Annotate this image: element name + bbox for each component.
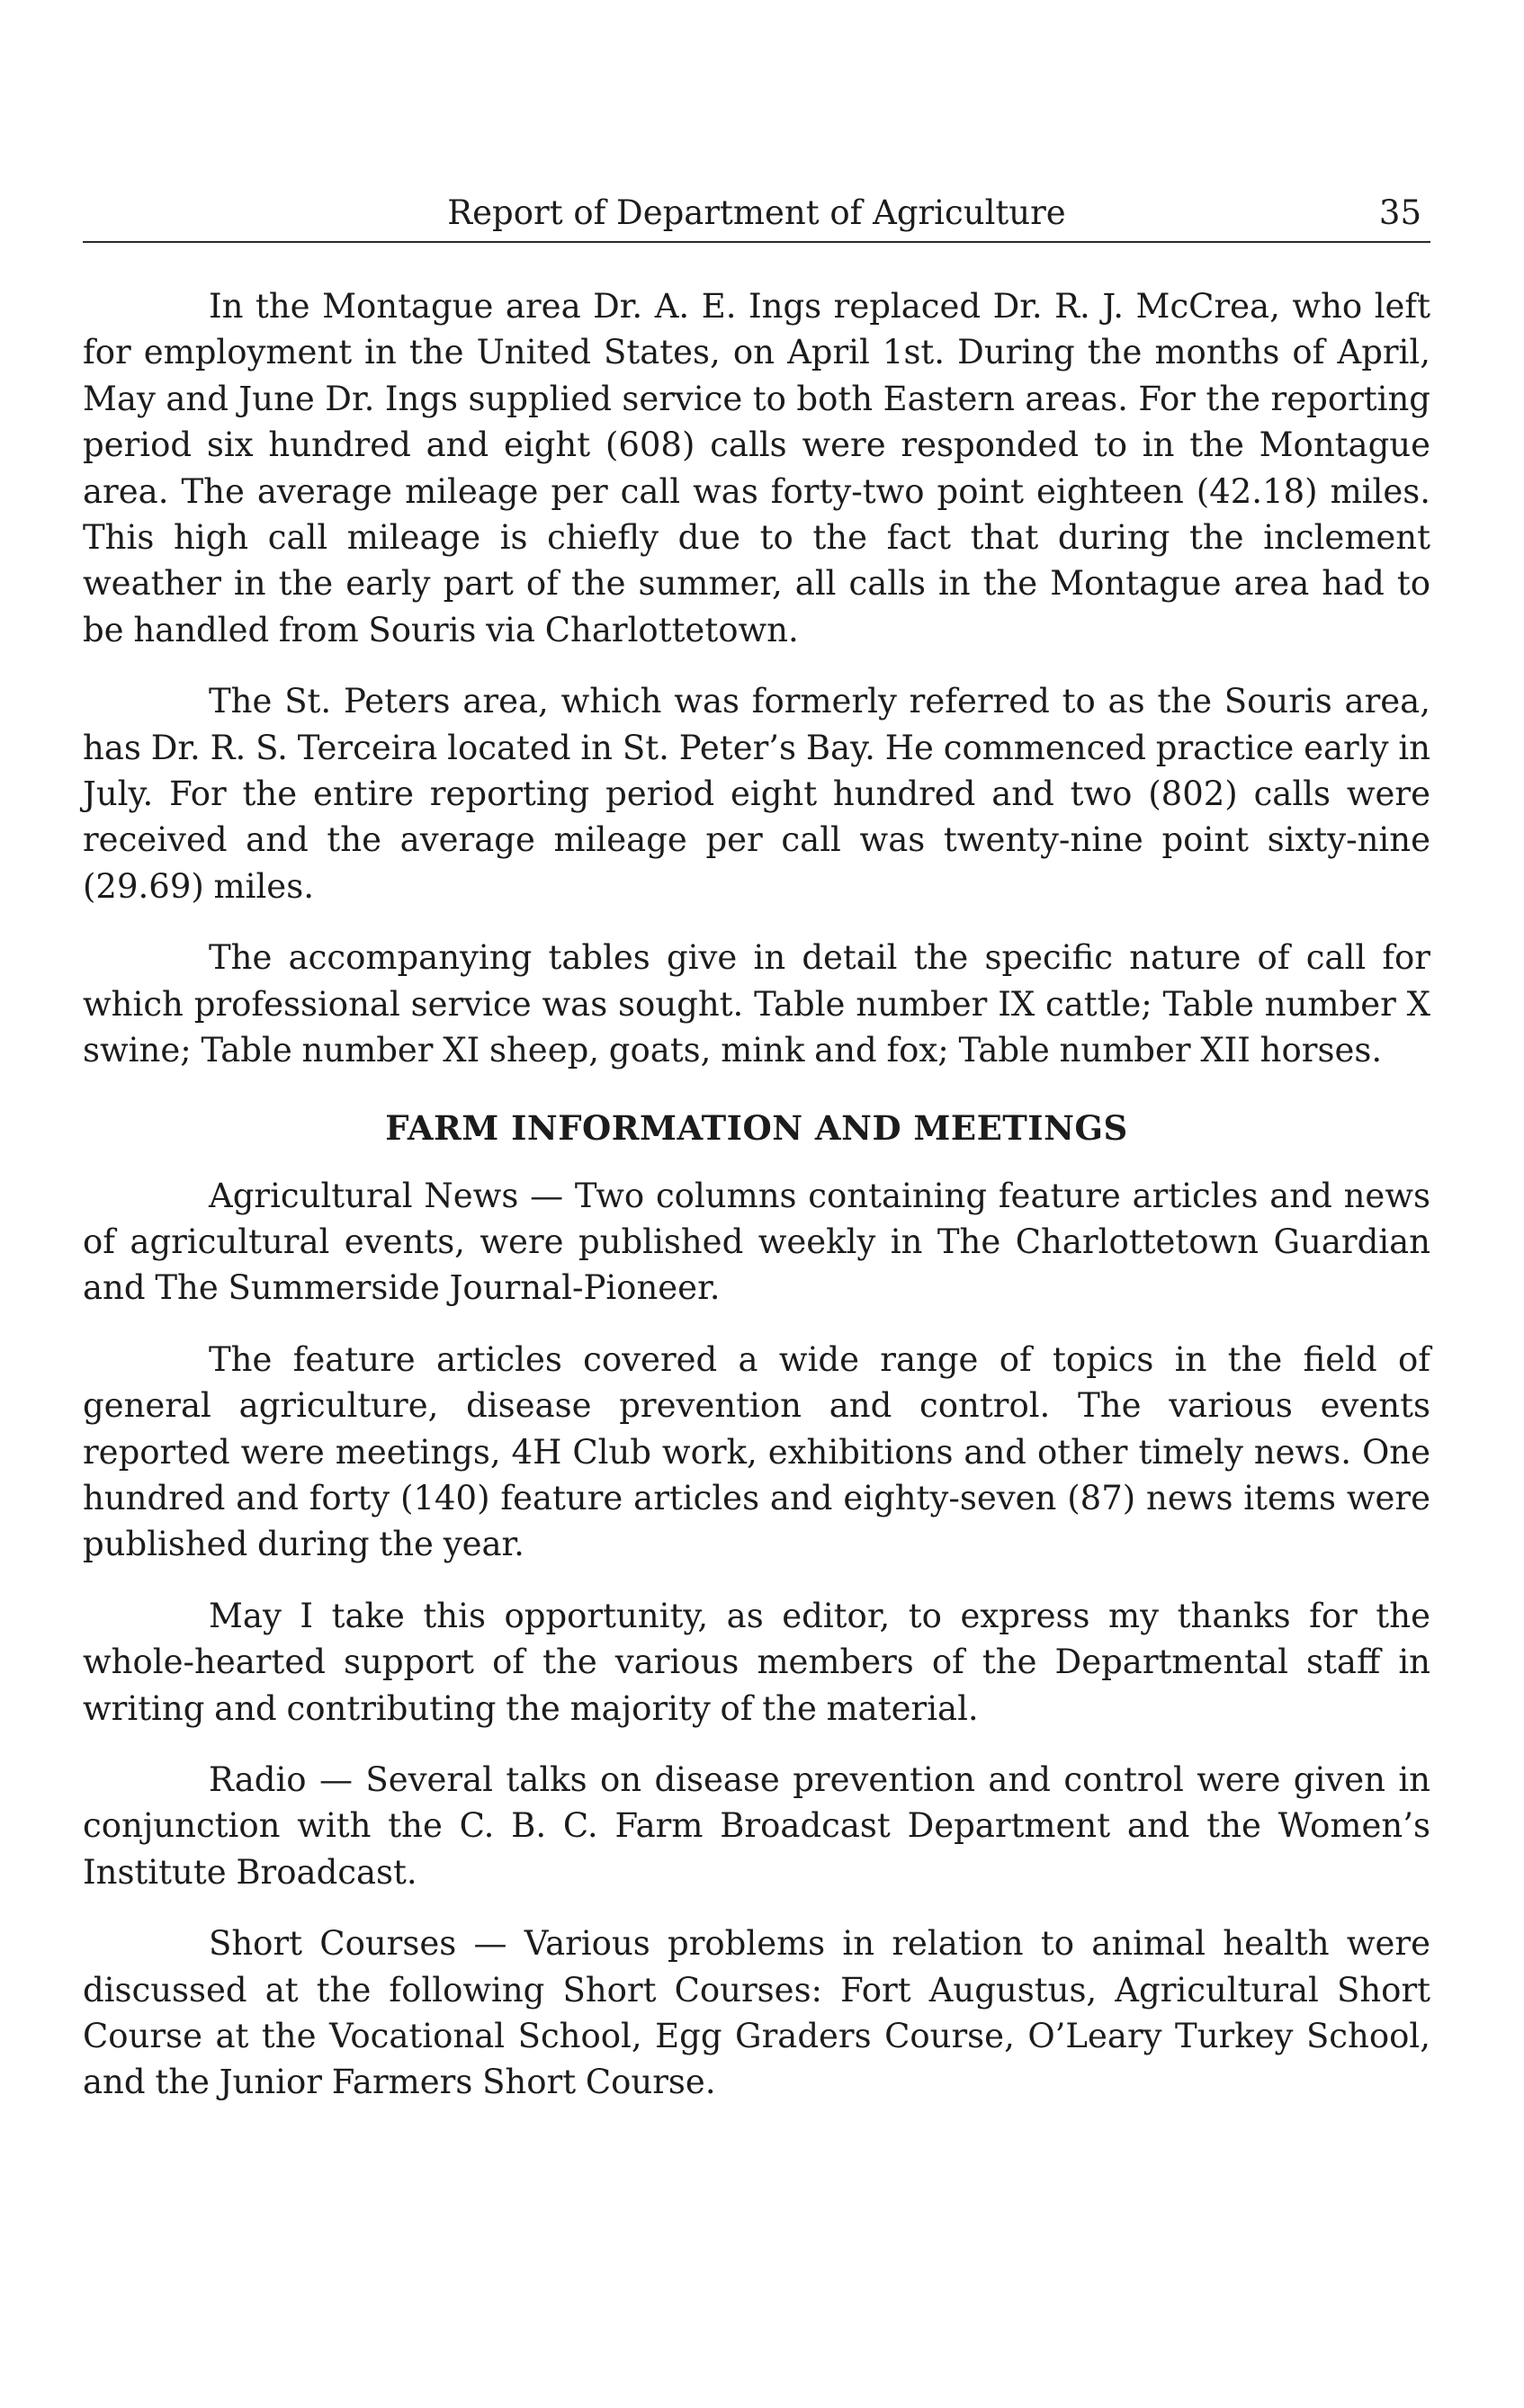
page-number: 35: [1378, 193, 1421, 232]
section-heading: FARM INFORMATION AND MEETINGS: [385, 1107, 1128, 1148]
running-head: [83, 191, 1430, 243]
paragraph-short-courses: Short Courses — Various problems in relation to animal health were discussed at the following Short Courses: Fort Augustus, Agricultural Short Course at the Vocational School, Egg Graders Course, O’Leary Turkey School, and the Junior Farmers Short Course.: [83, 1924, 1430, 2102]
paragraph-agricultural-news: Agricultural News — Two columns containing feature articles and news of agricultural events, were published weekly in The Charlottetown Guardian and The Summerside Journal-Pioneer.: [83, 1176, 1430, 1308]
paragraph-montague-area: In the Montague area Dr. A. E. Ings replaced Dr. R. J. McCrea, who left for employment in the United States, on April 1st. During the months of April, May and June Dr. Ings supplied service to both Eastern areas. For the reporting period six hundred and eight (608) calls were responded to in the Montague area. The average mileage per call was forty-two point eighteen (42.18) miles. This high call mileage is chiefly due to the fact that during the inclement weather in the early part of the summer, all calls in the Montague area had to be handled from Souris via Charlottetown.: [83, 287, 1430, 649]
running-title: Report of Department of Agriculture: [447, 193, 1066, 232]
paragraph-editor-thanks: May I take this opportunity, as editor, to express my thanks for the whole-hearted support of the various members of the Departmental staff in writing and contributing the majority of the material.: [83, 1596, 1430, 1728]
document-page: [83, 0, 1430, 2408]
paragraph-accompanying-tables: The accompanying tables give in detail the specific nature of call for which professional service was sought. Table number IX cattle; Table number X swine; Table number XI sheep, goats, mink and fox; Table number XII horses.: [83, 938, 1430, 1070]
paragraph-feature-articles: The feature articles covered a wide range of topics in the field of general agriculture, disease prevention and control. The various events reported were meetings, 4H Club work, exhibitions and other timely news. One hundred and forty (140) feature articles and eighty-seven (87) news items were published during the year.: [83, 1339, 1430, 1564]
body-text: [83, 283, 1430, 2106]
paragraph-st-peters-area: The St. Peters area, which was formerly referred to as the Souris area, has Dr. R. S. Terceira located in St. Peter’s Bay. He commenced practice early in July. For the entire reporting period eight hundred and two (802) calls were received and the average mileage per call was twenty-nine point sixty-nine (29.69) miles.: [83, 682, 1430, 906]
paragraph-radio: Radio — Several talks on disease prevention and control were given in conjunction with the C. B. C. Farm Broadcast Department and the Women’s Institute Broadcast.: [83, 1759, 1430, 1892]
